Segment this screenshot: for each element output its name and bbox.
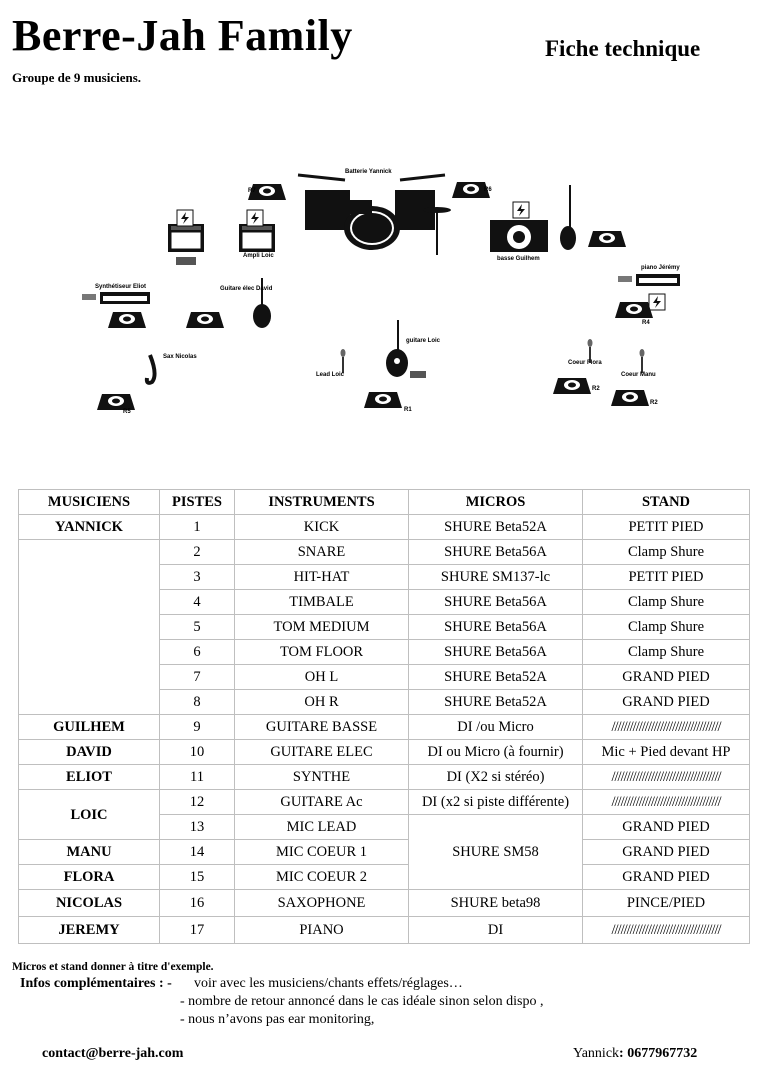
power-icon-2 [247,210,263,226]
piano-icon [618,274,680,286]
instrument-cell: GUITARE Ac [235,790,409,815]
phone-name: Yannick [573,1046,620,1061]
micro-cell: SHURE Beta56A [409,615,583,640]
micro-cell: SHURE Beta52A [409,515,583,540]
pedal-icon [176,257,196,265]
instrument-cell: HIT-HAT [235,565,409,590]
synth-icon [82,292,150,304]
monitor-r2a-label: R2 [592,386,600,392]
piste-cell: 6 [160,640,235,665]
musician-cell: JEREMY [19,917,160,944]
amp-icon-2 [239,224,275,252]
saxophone-icon [147,355,155,383]
stand-cell: //////////////////////////////////// [583,917,750,944]
instrument-cell: SYNTHE [235,765,409,790]
piste-cell: 15 [160,865,235,890]
instrument-cell: MIC LEAD [235,815,409,840]
tech-rider-table [18,489,750,944]
piste-cell: 16 [160,890,235,917]
table-header-row [19,490,750,515]
bass-label: basse Guilhem [497,256,540,262]
table-row [19,890,750,917]
instrument-cell: MIC COEUR 1 [235,840,409,865]
stand-cell: PINCE/PIED [583,890,750,917]
table-row [19,765,750,790]
musician-cell: NICOLAS [19,890,160,917]
monitor-r2b-label: R2 [650,400,658,406]
contact-email[interactable]: contact@berre-jah.com [42,1046,184,1061]
drums-label: Batterie Yannick [345,169,392,175]
header-musiciens: MUSICIENS [19,490,160,515]
piste-cell: 14 [160,840,235,865]
musician-cell: LOIC [19,790,160,840]
coeur-flora-label: Coeur Flora [568,360,602,366]
acoustic-guitar-icon [386,320,408,377]
monitor-wedge-r5 [97,394,135,410]
infos-label: Infos complémentaires : - [20,976,172,991]
piste-cell: 7 [160,665,235,690]
micro-cell: SHURE Beta52A [409,690,583,715]
micro-cell: SHURE beta98 [409,890,583,917]
stand-cell: //////////////////////////////////// [583,765,750,790]
stand-cell: PETIT PIED [583,515,750,540]
guitar-david-label: Guitare élec David [220,286,273,292]
stand-cell: GRAND PIED [583,690,750,715]
monitor-wedge-r3 [108,312,146,328]
monitor-wedge-r4 [615,302,653,318]
table-row [19,917,750,944]
micro-cell: DI (X2 si stéréo) [409,765,583,790]
micro-cell: DI (x2 si piste différente) [409,790,583,815]
synth-label: Synthétiseur Eliot [95,284,147,290]
stand-cell: GRAND PIED [583,840,750,865]
instrument-cell: TIMBALE [235,590,409,615]
table-row [19,790,750,815]
piste-cell: 12 [160,790,235,815]
header-micros: MICROS [409,490,583,515]
monitor-wedge-r2-left [186,312,224,328]
amp-loic-label: Ampli Loic [243,253,274,259]
stand-cell: PETIT PIED [583,565,750,590]
piste-cell: 5 [160,615,235,640]
micro-cell: DI ou Micro (à fournir) [409,740,583,765]
phone-number: : 0677967732 [619,1046,698,1061]
piste-cell: 2 [160,540,235,565]
piste-cell: 1 [160,515,235,540]
instrument-cell: GUITARE ELEC [235,740,409,765]
lead-mic-icon [341,349,346,373]
stand-cell: GRAND PIED [583,815,750,840]
stand-cell: GRAND PIED [583,665,750,690]
instrument-cell: SNARE [235,540,409,565]
amp-icon-1 [168,224,204,252]
instrument-cell: PIANO [235,917,409,944]
piste-cell: 3 [160,565,235,590]
instrument-cell: TOM MEDIUM [235,615,409,640]
example-note: Micros et stand donner à titre d'exemple. [12,961,214,973]
micro-cell: DI [409,917,583,944]
info-line-1: voir avec les musiciens/chants effets/réglages… [194,976,463,991]
musician-cell: DAVID [19,740,160,765]
stand-cell: Clamp Shure [583,540,750,565]
micro-cell: SHURE Beta56A [409,540,583,565]
micro-cell: SHURE SM137-lc [409,565,583,590]
band-title: Berre-Jah Family [12,11,353,60]
piste-cell: 17 [160,917,235,944]
coeur-manu-mic-icon [640,349,645,373]
monitor-wedge-r2b [611,390,649,406]
monitor-wedge-r8 [588,231,626,247]
table-row [19,865,750,890]
lead-mic-label: Lead Loic [316,372,345,378]
musician-cell: ELIOT [19,765,160,790]
contact-phone [573,1046,697,1062]
monitor-r5-label: R5 [123,409,131,415]
piste-cell: 8 [160,690,235,715]
stand-cell: GRAND PIED [583,865,750,890]
musician-cell: MANU [19,840,160,865]
monitor-wedge-r1 [364,392,402,408]
document-type-title: Fiche technique [545,36,701,61]
stand-cell: Clamp Shure [583,615,750,640]
micro-cell-merged: SHURE SM58 [409,815,583,890]
monitor-r6-label: R6 [484,187,492,193]
stand-cell: //////////////////////////////////// [583,715,750,740]
power-icon-1 [177,210,193,226]
stand-cell: Clamp Shure [583,640,750,665]
header-instruments: INSTRUMENTS [235,490,409,515]
musician-cell: GUILHEM [19,715,160,740]
drum-kit-icon [298,175,451,255]
micro-cell: DI /ou Micro [409,715,583,740]
monitor-r7-label: R7 [248,188,256,194]
instrument-cell: TOM FLOOR [235,640,409,665]
musician-cell-empty [19,540,160,715]
monitor-r4-label: R4 [642,320,650,326]
instrument-cell: KICK [235,515,409,540]
coeur-manu-label: Coeur Manu [621,372,656,378]
stand-cell: Clamp Shure [583,590,750,615]
piste-cell: 13 [160,815,235,840]
band-subtitle: Groupe de 9 musiciens. [12,70,142,85]
guitar-pedal-icon [410,371,426,378]
musician-cell: YANNICK [19,515,160,540]
monitor-wedge-r2a [553,378,591,394]
instrument-cell: OH L [235,665,409,690]
bass-guitar-icon [560,185,576,250]
stand-cell: Mic + Pied devant HP [583,740,750,765]
instrument-cell: OH R [235,690,409,715]
instrument-cell: SAXOPHONE [235,890,409,917]
piste-cell: 4 [160,590,235,615]
piste-cell: 10 [160,740,235,765]
header-pistes: PISTES [160,490,235,515]
stage-plan [0,130,768,450]
musician-cell: FLORA [19,865,160,890]
guitar-loic-label: guitare Loic [406,338,441,344]
piste-cell: 9 [160,715,235,740]
instrument-cell: MIC COEUR 2 [235,865,409,890]
bass-amp-icon [490,220,548,252]
micro-cell: SHURE Beta52A [409,665,583,690]
header-stand: STAND [583,490,750,515]
monitor-r1-label: R1 [404,407,412,413]
table-row [19,740,750,765]
info-line-2: - nombre de retour annoncé dans le cas idéale sinon selon dispo , [180,994,544,1009]
micro-cell: SHURE Beta56A [409,590,583,615]
instrument-cell: GUITARE BASSE [235,715,409,740]
table-row [19,840,750,865]
table-row [19,715,750,740]
micro-cell: SHURE Beta56A [409,640,583,665]
table-row [19,515,750,540]
power-icon-4 [649,294,665,310]
piste-cell: 11 [160,765,235,790]
sax-label: Sax Nicolas [163,354,197,360]
stand-cell: //////////////////////////////////// [583,790,750,815]
info-line-3: - nous n’avons pas ear monitoring, [180,1012,375,1027]
table-row [19,540,750,565]
piano-label: piano Jérémy [641,265,680,271]
power-icon-3 [513,202,529,218]
